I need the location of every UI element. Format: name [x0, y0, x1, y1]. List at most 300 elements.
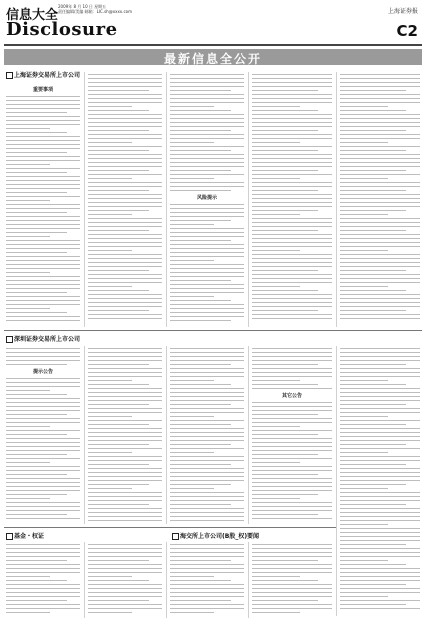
text-line	[6, 410, 80, 411]
subheading: 重要事项	[32, 87, 53, 93]
text-line	[252, 518, 332, 519]
column-divider	[336, 346, 337, 616]
text-line	[340, 294, 420, 295]
text-line	[88, 186, 162, 187]
text-line	[88, 230, 149, 231]
text-line	[88, 194, 162, 195]
page-number: C2	[396, 22, 418, 40]
text-line	[340, 242, 420, 243]
text-line	[340, 138, 420, 139]
text-line	[340, 250, 388, 251]
text-line	[6, 402, 80, 403]
text-line	[252, 122, 332, 123]
text-line	[6, 430, 80, 431]
text-line	[252, 302, 332, 303]
text-line	[340, 162, 420, 163]
page-banner	[4, 49, 422, 65]
text-line	[6, 292, 67, 293]
text-line	[6, 564, 80, 565]
text-line	[88, 162, 162, 163]
text-line	[252, 608, 332, 609]
text-line	[252, 388, 332, 389]
text-line	[252, 242, 332, 243]
text-line	[170, 248, 244, 249]
text-line	[88, 74, 162, 75]
text-line	[88, 544, 162, 545]
text-line	[88, 412, 162, 413]
text-line	[340, 392, 420, 393]
text-line	[340, 150, 406, 151]
text-line	[88, 166, 162, 167]
section-title-shanghai: 上海证券交易所上市公司	[14, 72, 81, 79]
text-line	[170, 348, 244, 349]
text-line	[170, 312, 244, 313]
text-line	[88, 576, 132, 577]
text-line	[6, 256, 80, 257]
text-line	[6, 612, 50, 613]
text-line	[6, 192, 67, 193]
text-line	[340, 106, 388, 107]
text-line	[252, 298, 332, 299]
text-line	[170, 292, 244, 293]
text-line	[6, 248, 80, 249]
text-line	[170, 216, 244, 217]
text-line	[170, 568, 244, 569]
text-line	[6, 414, 67, 415]
text-line	[170, 228, 244, 229]
text-line	[170, 244, 244, 245]
text-line	[88, 86, 162, 87]
text-line	[340, 564, 406, 565]
text-line	[6, 300, 80, 301]
text-line	[88, 238, 162, 239]
text-line	[6, 580, 67, 581]
text-line	[252, 490, 332, 491]
text-line	[340, 388, 420, 389]
text-line	[340, 158, 420, 159]
text-line	[6, 378, 80, 379]
subheading: 提示公告	[32, 369, 53, 375]
text-line	[6, 544, 80, 545]
text-line	[252, 600, 318, 601]
text-line	[6, 382, 80, 383]
text-line	[6, 116, 80, 117]
text-line	[6, 264, 80, 265]
text-line	[252, 106, 300, 107]
text-line	[340, 302, 420, 303]
text-line	[88, 178, 132, 179]
text-line	[6, 394, 67, 395]
text-line	[252, 506, 332, 507]
text-line	[170, 436, 244, 437]
text-line	[252, 146, 332, 147]
text-line	[88, 512, 162, 513]
text-line	[252, 154, 332, 155]
text-line	[340, 130, 406, 131]
text-line	[340, 536, 420, 537]
text-line	[340, 118, 420, 119]
text-line	[340, 214, 388, 215]
text-line	[252, 470, 332, 471]
text-line	[170, 380, 214, 381]
text-line	[252, 426, 300, 427]
text-line	[170, 376, 244, 377]
text-line	[170, 276, 244, 277]
text-line	[6, 268, 80, 269]
text-line	[6, 156, 80, 157]
text-line	[170, 596, 244, 597]
text-line	[340, 198, 420, 199]
text-line	[170, 208, 244, 209]
text-line	[252, 376, 332, 377]
text-line	[252, 270, 318, 271]
text-line	[252, 360, 332, 361]
text-line	[6, 422, 80, 423]
text-line	[340, 512, 420, 513]
text-line	[170, 240, 231, 241]
text-column-2	[88, 74, 162, 322]
masthead-rule	[4, 44, 422, 46]
text-line	[6, 498, 50, 499]
text-line	[340, 270, 406, 271]
text-line	[6, 320, 80, 321]
text-line	[6, 514, 67, 515]
text-line	[88, 210, 149, 211]
text-line	[88, 110, 149, 111]
text-line	[340, 456, 420, 457]
text-line	[88, 404, 149, 405]
text-line	[252, 560, 318, 561]
text-line	[88, 266, 162, 267]
text-line	[88, 182, 162, 183]
text-line	[340, 576, 420, 577]
text-line	[252, 210, 318, 211]
text-line	[170, 476, 244, 477]
text-line	[340, 532, 420, 533]
text-line	[6, 458, 80, 459]
text-line	[252, 482, 332, 483]
text-line	[170, 576, 214, 577]
text-line	[170, 142, 214, 143]
text-line	[170, 368, 244, 369]
text-line	[340, 516, 420, 517]
text-line	[88, 488, 132, 489]
text-line	[252, 186, 332, 187]
text-line	[6, 426, 50, 427]
text-line	[88, 150, 149, 151]
text-line	[6, 272, 50, 273]
text-line	[340, 278, 420, 279]
text-line	[252, 238, 332, 239]
text-line	[6, 160, 80, 161]
text-line	[88, 352, 162, 353]
text-line	[252, 166, 332, 167]
text-line	[170, 304, 244, 305]
text-line	[170, 504, 231, 505]
text-line	[252, 406, 332, 407]
text-line	[252, 306, 332, 307]
text-line	[252, 250, 300, 251]
text-line	[340, 552, 420, 553]
text-line	[170, 86, 244, 87]
text-line	[170, 364, 231, 365]
text-line	[6, 96, 80, 97]
text-line	[340, 488, 388, 489]
text-line	[170, 428, 244, 429]
text-line	[6, 132, 67, 133]
column-divider	[84, 542, 85, 618]
text-line	[340, 380, 388, 381]
text-line	[252, 190, 318, 191]
text-line	[6, 478, 80, 479]
text-line	[252, 486, 332, 487]
text-line	[340, 484, 406, 485]
text-line	[170, 412, 244, 413]
text-line	[6, 348, 80, 349]
text-line	[340, 360, 420, 361]
text-line	[170, 572, 244, 573]
text-line	[88, 376, 162, 377]
text-line	[170, 580, 231, 581]
text-line	[6, 224, 80, 225]
text-line	[88, 170, 149, 171]
text-line	[252, 262, 332, 263]
text-line	[252, 170, 318, 171]
text-line	[6, 176, 80, 177]
text-line	[170, 460, 244, 461]
text-line	[88, 596, 162, 597]
text-line	[6, 548, 80, 549]
text-line	[252, 418, 332, 419]
text-line	[252, 274, 332, 275]
text-line	[252, 450, 332, 451]
text-line	[6, 510, 80, 511]
text-line	[170, 416, 214, 417]
text-line	[6, 584, 80, 585]
text-line	[88, 556, 162, 557]
text-line	[252, 174, 332, 175]
text-line	[252, 580, 318, 581]
text-line	[340, 126, 420, 127]
banner-title: 最新信息全公开	[163, 52, 262, 66]
text-line	[88, 78, 162, 79]
text-line	[252, 466, 332, 467]
text-column-8	[170, 348, 244, 524]
text-line	[6, 596, 80, 597]
text-line	[6, 482, 80, 483]
text-line	[88, 158, 162, 159]
text-line	[88, 396, 162, 397]
text-line	[6, 438, 80, 439]
text-line	[6, 518, 80, 519]
text-line	[170, 372, 244, 373]
text-line	[340, 352, 420, 353]
text-line	[340, 254, 420, 255]
text-line	[252, 458, 332, 459]
text-line	[88, 448, 162, 449]
text-line	[252, 214, 300, 215]
text-line	[88, 254, 162, 255]
text-line	[170, 488, 214, 489]
text-line	[340, 178, 388, 179]
text-line	[88, 134, 162, 135]
text-line	[340, 310, 406, 311]
text-line	[252, 446, 332, 447]
section-header-bshare	[170, 531, 340, 541]
text-line	[6, 600, 67, 601]
text-line	[6, 228, 80, 229]
text-line	[88, 608, 162, 609]
text-line	[6, 568, 80, 569]
text-line	[252, 86, 332, 87]
text-line	[6, 308, 50, 309]
text-line	[170, 480, 244, 481]
text-line	[340, 234, 420, 235]
text-line	[252, 422, 332, 423]
text-line	[340, 524, 388, 525]
text-line	[6, 120, 80, 121]
text-line	[88, 492, 162, 493]
text-line	[88, 122, 162, 123]
text-line	[6, 276, 80, 277]
text-line	[6, 128, 50, 129]
text-line	[6, 152, 67, 153]
text-line	[6, 608, 80, 609]
text-line	[88, 126, 162, 127]
text-line	[88, 388, 162, 389]
text-line	[170, 448, 244, 449]
text-line	[88, 400, 162, 401]
text-line	[88, 190, 149, 191]
text-line	[88, 298, 162, 299]
text-line	[6, 398, 80, 399]
text-line	[170, 260, 214, 261]
text-line	[6, 442, 80, 443]
text-line	[6, 212, 67, 213]
text-line	[170, 98, 244, 99]
text-line	[170, 544, 244, 545]
text-column-5	[340, 74, 420, 322]
text-line	[88, 114, 162, 115]
text-line	[252, 294, 332, 295]
text-line	[340, 170, 406, 171]
text-line	[170, 170, 231, 171]
text-line	[88, 424, 149, 425]
text-line	[6, 552, 80, 553]
masthead	[0, 0, 426, 46]
text-line	[6, 386, 80, 387]
brand-title: 信息大全	[6, 8, 59, 23]
text-line	[340, 560, 388, 561]
text-line	[340, 230, 406, 231]
text-line	[170, 492, 244, 493]
text-line	[88, 94, 162, 95]
text-line	[170, 212, 244, 213]
text-line	[170, 224, 214, 225]
text-line	[170, 556, 244, 557]
text-line	[252, 182, 332, 183]
text-line	[252, 548, 332, 549]
text-line	[340, 580, 420, 581]
text-line	[340, 588, 420, 589]
text-line	[252, 380, 300, 381]
text-line	[88, 600, 149, 601]
text-line	[252, 384, 318, 385]
text-line	[252, 278, 332, 279]
text-line	[340, 476, 420, 477]
text-line	[340, 114, 420, 115]
text-line	[88, 174, 162, 175]
text-line	[170, 560, 231, 561]
text-line	[252, 206, 332, 207]
text-line	[88, 274, 162, 275]
text-line	[170, 316, 244, 317]
text-line	[340, 508, 420, 509]
text-line	[170, 392, 244, 393]
text-line	[252, 102, 332, 103]
section-title-bshare: 海交所上市公司(B股_权)要闻	[180, 533, 260, 540]
text-line	[340, 492, 420, 493]
column-divider	[166, 346, 167, 524]
text-line	[340, 440, 420, 441]
text-line	[170, 356, 244, 357]
text-line	[88, 592, 162, 593]
text-line	[340, 584, 406, 585]
text-line	[6, 144, 80, 145]
text-line	[170, 424, 231, 425]
text-line	[170, 472, 244, 473]
text-line	[340, 364, 406, 365]
text-line	[340, 154, 420, 155]
section-marker-icon	[172, 533, 179, 540]
text-line	[170, 600, 231, 601]
section-marker-icon	[6, 533, 13, 540]
text-line	[340, 528, 420, 529]
text-line	[340, 400, 420, 401]
text-line	[88, 302, 162, 303]
text-line	[252, 150, 318, 151]
text-line	[170, 150, 231, 151]
text-line	[252, 352, 332, 353]
text-line	[170, 186, 244, 187]
text-line	[88, 278, 162, 279]
text-line	[340, 504, 406, 505]
text-line	[252, 78, 332, 79]
text-line	[88, 444, 149, 445]
text-line	[170, 122, 244, 123]
text-line	[170, 512, 244, 513]
text-line	[340, 102, 420, 103]
text-line	[340, 596, 388, 597]
text-line	[340, 468, 420, 469]
text-line	[88, 516, 162, 517]
text-line	[340, 444, 406, 445]
subheading: 其它公告	[281, 393, 302, 399]
text-line	[340, 420, 420, 421]
text-line	[170, 564, 244, 565]
text-line	[340, 74, 420, 75]
text-line	[170, 400, 244, 401]
text-line	[6, 284, 80, 285]
text-line	[170, 94, 244, 95]
text-line	[6, 100, 80, 101]
text-line	[340, 384, 406, 385]
text-line	[170, 296, 214, 297]
text-line	[88, 508, 162, 509]
text-line	[340, 210, 406, 211]
section-title-shenzhen: 深圳证券交易所上市公司	[14, 336, 81, 343]
text-line	[252, 226, 332, 227]
